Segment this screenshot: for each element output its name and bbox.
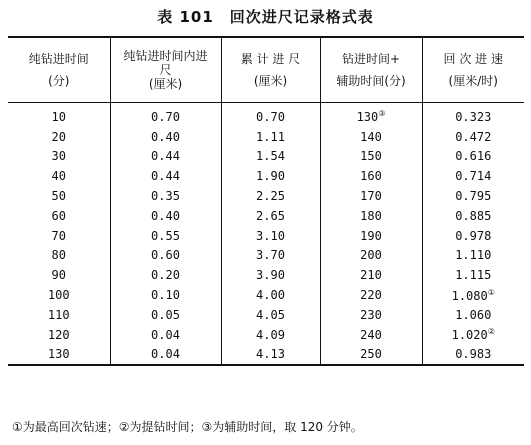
cell-value: 0.40 xyxy=(151,208,180,223)
header-unit: (厘米/时) xyxy=(448,74,498,88)
cell-value: 1.020 xyxy=(451,328,488,343)
cell-value: 0.616 xyxy=(455,149,492,164)
cell-value: 80 xyxy=(51,248,66,263)
cell-value: 130 xyxy=(47,347,70,362)
cell-value: 0.20 xyxy=(151,268,180,283)
table-row xyxy=(8,206,524,226)
cell-value: 10 xyxy=(51,109,66,124)
cell-cumulative xyxy=(221,147,320,167)
cell-drill-time xyxy=(8,103,110,127)
cell-value: 4.09 xyxy=(256,327,285,342)
cell-total-time xyxy=(320,166,422,186)
cell-value: 20 xyxy=(51,129,66,144)
header-cumulative xyxy=(221,37,320,103)
table-row xyxy=(8,127,524,147)
header-drill-time xyxy=(8,37,110,103)
cell-total-time xyxy=(320,325,422,345)
cell-cumulative xyxy=(221,345,320,366)
cell-cumulative xyxy=(221,265,320,285)
header-unit: 辅助时间(分) xyxy=(336,74,406,88)
cell-value: 4.13 xyxy=(256,347,285,362)
cell-footage xyxy=(110,265,221,285)
cell-value: 1.060 xyxy=(455,307,492,322)
table-row xyxy=(8,103,524,127)
cell-drill-time xyxy=(8,305,110,325)
cell-total-time xyxy=(320,345,422,366)
cell-drill-time xyxy=(8,127,110,147)
table-row xyxy=(8,246,524,266)
cell-total-time xyxy=(320,206,422,226)
cell-total-time xyxy=(320,265,422,285)
header-label: 钻进时间+ xyxy=(341,52,401,66)
footnote-marker: ① xyxy=(487,287,495,297)
cell-speed xyxy=(422,186,524,206)
cell-value: 3.70 xyxy=(256,248,285,263)
cell-total-time xyxy=(320,103,422,127)
cell-drill-time xyxy=(8,345,110,366)
cell-footage xyxy=(110,103,221,127)
cell-value: 90 xyxy=(51,268,66,283)
cell-drill-time xyxy=(8,186,110,206)
cell-value: 110 xyxy=(47,307,70,322)
cell-value: 0.983 xyxy=(455,347,492,362)
cell-drill-time xyxy=(8,246,110,266)
header-unit: (厘米) xyxy=(148,77,183,91)
cell-cumulative xyxy=(221,325,320,345)
cell-drill-time xyxy=(8,285,110,305)
header-label: 纯钻进时间内进尺 xyxy=(123,49,208,77)
header-total-time xyxy=(320,37,422,103)
cell-value: 4.05 xyxy=(256,307,285,322)
footnote-marker: ② xyxy=(487,327,495,337)
cell-cumulative xyxy=(221,103,320,127)
cell-value: 0.60 xyxy=(151,248,180,263)
cell-value: 3.10 xyxy=(256,228,285,243)
cell-value: 1.080 xyxy=(451,288,488,303)
footnote: ①为最高回次钻速；②为提钻时间；③为辅助时间，取 120 分钟。 xyxy=(12,420,363,434)
cell-value: 0.04 xyxy=(151,327,180,342)
cell-value: 30 xyxy=(51,149,66,164)
cell-speed xyxy=(422,246,524,266)
cell-value: 70 xyxy=(51,228,66,243)
header-speed xyxy=(422,37,524,103)
table-row xyxy=(8,325,524,345)
table-row xyxy=(8,147,524,167)
header-unit: (分) xyxy=(48,74,70,88)
cell-speed xyxy=(422,147,524,167)
cell-cumulative xyxy=(221,226,320,246)
cell-footage xyxy=(110,285,221,305)
cell-value: 40 xyxy=(51,169,66,184)
cell-value: 0.885 xyxy=(455,208,492,223)
cell-value: 180 xyxy=(360,208,382,223)
cell-footage xyxy=(110,305,221,325)
cell-value: 0.05 xyxy=(151,307,180,322)
cell-value: 0.795 xyxy=(455,189,492,204)
cell-value: 0.10 xyxy=(151,288,180,303)
cell-value: 3.90 xyxy=(256,268,285,283)
cell-value: 0.40 xyxy=(151,129,180,144)
cell-speed xyxy=(422,325,524,345)
cell-value: 130 xyxy=(356,110,379,125)
cell-footage xyxy=(110,147,221,167)
cell-value: 0.44 xyxy=(151,149,180,164)
cell-total-time xyxy=(320,147,422,167)
cell-value: 2.25 xyxy=(256,189,285,204)
cell-value: 0.978 xyxy=(455,228,492,243)
cell-value: 1.54 xyxy=(256,149,285,164)
cell-speed xyxy=(422,103,524,127)
cell-speed xyxy=(422,127,524,147)
cell-value: 0.04 xyxy=(151,347,180,362)
cell-value: 4.00 xyxy=(256,288,285,303)
cell-drill-time xyxy=(8,147,110,167)
cell-cumulative xyxy=(221,206,320,226)
cell-total-time xyxy=(320,246,422,266)
cell-value: 1.115 xyxy=(455,268,492,283)
cell-total-time xyxy=(320,226,422,246)
cell-cumulative xyxy=(221,127,320,147)
cell-drill-time xyxy=(8,265,110,285)
cell-cumulative xyxy=(221,166,320,186)
cell-value: 150 xyxy=(360,149,382,164)
cell-speed xyxy=(422,305,524,325)
header-label: 回 次 进 速 xyxy=(443,52,503,66)
cell-value: 160 xyxy=(360,169,382,184)
cell-total-time xyxy=(320,186,422,206)
cell-value: 0.55 xyxy=(151,228,180,243)
table-row xyxy=(8,166,524,186)
cell-drill-time xyxy=(8,325,110,345)
cell-value: 1.90 xyxy=(256,169,285,184)
header-unit: (厘米) xyxy=(253,74,288,88)
cell-speed xyxy=(422,285,524,305)
cell-value: 220 xyxy=(360,288,382,303)
table-row xyxy=(8,265,524,285)
table-title: 表 101 回次进尺记录格式表 xyxy=(157,8,374,26)
header-label: 纯钻进时间 xyxy=(28,52,89,66)
cell-value: 0.35 xyxy=(151,189,180,204)
cell-speed xyxy=(422,226,524,246)
cell-speed xyxy=(422,206,524,226)
cell-footage xyxy=(110,325,221,345)
cell-cumulative xyxy=(221,246,320,266)
table-row xyxy=(8,285,524,305)
record-table xyxy=(8,36,524,366)
cell-footage xyxy=(110,206,221,226)
cell-value: 0.714 xyxy=(455,169,492,184)
footnote-marker: ③ xyxy=(378,109,386,119)
cell-footage xyxy=(110,246,221,266)
cell-value: 140 xyxy=(360,129,382,144)
cell-value: 1.11 xyxy=(256,129,285,144)
cell-value: 60 xyxy=(51,208,66,223)
cell-value: 0.70 xyxy=(256,109,285,124)
cell-footage xyxy=(110,345,221,366)
cell-value: 0.70 xyxy=(151,109,180,124)
cell-total-time xyxy=(320,127,422,147)
cell-drill-time xyxy=(8,166,110,186)
cell-value: 50 xyxy=(51,189,66,204)
header-label: 累 计 进 尺 xyxy=(240,52,301,66)
cell-cumulative xyxy=(221,285,320,305)
cell-total-time xyxy=(320,305,422,325)
cell-footage xyxy=(110,166,221,186)
cell-footage xyxy=(110,127,221,147)
cell-value: 230 xyxy=(360,307,382,322)
cell-speed xyxy=(422,265,524,285)
table-row xyxy=(8,186,524,206)
cell-value: 240 xyxy=(360,327,382,342)
cell-total-time xyxy=(320,285,422,305)
cell-footage xyxy=(110,226,221,246)
cell-value: 100 xyxy=(47,288,70,303)
cell-value: 2.65 xyxy=(256,208,285,223)
cell-value: 170 xyxy=(360,189,382,204)
cell-value: 250 xyxy=(360,347,382,362)
table-body xyxy=(8,103,524,366)
table-row xyxy=(8,345,524,366)
table-row xyxy=(8,226,524,246)
cell-value: 0.472 xyxy=(455,129,492,144)
cell-value: 210 xyxy=(360,268,382,283)
cell-drill-time xyxy=(8,206,110,226)
table-row xyxy=(8,305,524,325)
cell-speed xyxy=(422,166,524,186)
header-row xyxy=(8,37,524,103)
cell-cumulative xyxy=(221,305,320,325)
cell-cumulative xyxy=(221,186,320,206)
cell-speed xyxy=(422,345,524,366)
cell-value: 200 xyxy=(360,248,382,263)
cell-value: 190 xyxy=(360,228,382,243)
cell-drill-time xyxy=(8,226,110,246)
header-footage xyxy=(110,37,221,103)
cell-footage xyxy=(110,186,221,206)
cell-value: 0.44 xyxy=(151,169,180,184)
cell-value: 0.323 xyxy=(455,109,492,124)
cell-value: 120 xyxy=(47,327,70,342)
cell-value: 1.110 xyxy=(455,248,492,263)
